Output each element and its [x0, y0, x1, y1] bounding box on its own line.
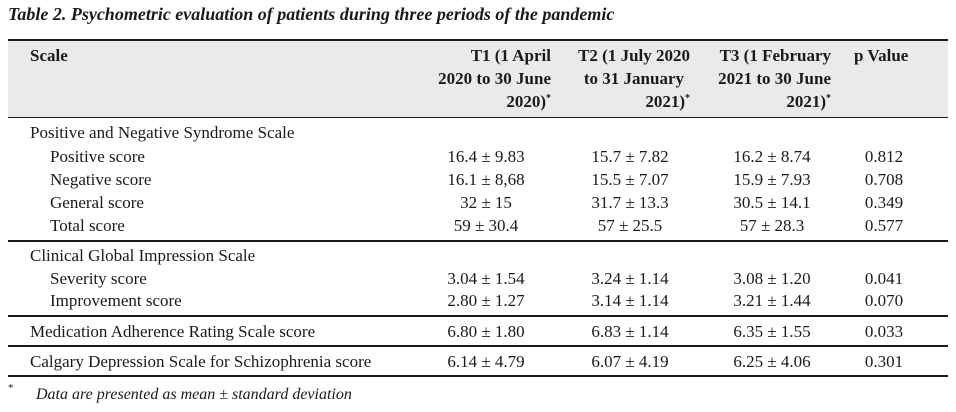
cell-t3: 15.9 ± 7.93: [733, 170, 811, 189]
cell-t2: 6.83 ± 1.14: [591, 322, 669, 341]
cell-pvalue: 0.301: [864, 352, 904, 371]
group-rule: [8, 240, 948, 242]
header-scale: Scale: [30, 46, 68, 65]
table-bottom-rule: [8, 375, 948, 377]
header-t1-line3: 2020)*: [506, 92, 551, 111]
cell-t2: 31.7 ± 13.3: [591, 193, 669, 212]
group-rule: [8, 345, 948, 347]
header-t3-line3: 2021)*: [786, 92, 831, 111]
cell-t3: 6.35 ± 1.55: [733, 322, 811, 341]
header-t1-line1: T1 (1 April: [470, 46, 551, 65]
cell-t3: 30.5 ± 14.1: [733, 193, 811, 212]
header-t2-line1: T2 (1 July 2020: [578, 46, 690, 65]
cell-pvalue: 0.033: [864, 322, 904, 341]
header-t1-line2: 2020 to 30 June: [438, 69, 551, 88]
psychometric-table: [8, 39, 948, 376]
cell-t3: 3.08 ± 1.20: [733, 269, 811, 288]
group-title-panss: Positive and Negative Syndrome Scale: [30, 123, 295, 142]
cell-pvalue: 0.041: [864, 269, 904, 288]
cell-pvalue: 0.708: [864, 170, 904, 189]
cell-t2: 3.24 ± 1.14: [591, 269, 669, 288]
cell-pvalue: 0.812: [864, 147, 904, 166]
row-label: Negative score: [50, 170, 152, 189]
row-label: Improvement score: [50, 291, 182, 310]
table-top-rule: [8, 39, 948, 41]
cell-pvalue: 0.070: [864, 291, 904, 310]
row-label: Severity score: [50, 269, 147, 288]
group-rule: [8, 315, 948, 317]
cell-t1: 59 ± 30.4: [453, 216, 519, 235]
table-caption: Table 2. Psychometric evaluation of patients during three periods of the pandemic: [8, 4, 615, 24]
row-label: Medication Adherence Rating Scale score: [30, 322, 316, 341]
row-label: Calgary Depression Scale for Schizophrenia score: [30, 352, 372, 371]
cell-t1: 3.04 ± 1.54: [447, 269, 525, 288]
cell-t2: 6.07 ± 4.19: [591, 352, 669, 371]
cell-t3: 6.25 ± 4.06: [733, 352, 811, 371]
header-t3-line2: 2021 to 30 June: [718, 69, 831, 88]
cell-t1: 32 ± 15: [460, 193, 512, 212]
row-label: General score: [50, 193, 144, 212]
cell-pvalue: 0.577: [864, 216, 904, 235]
cell-t1: 16.1 ± 8,68: [447, 170, 525, 189]
row-label: Positive score: [50, 147, 145, 166]
cell-t1: 6.80 ± 1.80: [447, 322, 525, 341]
row-label: Total score: [50, 216, 125, 235]
header-t2-line2: to 31 January: [583, 69, 684, 88]
footnote-marker: *: [8, 382, 14, 394]
cell-t2: 15.5 ± 7.07: [591, 170, 669, 189]
cell-t2: 57 ± 25.5: [597, 216, 663, 235]
cell-t3: 3.21 ± 1.44: [733, 291, 811, 310]
cell-t1: 2.80 ± 1.27: [447, 291, 525, 310]
header-t2-line3: 2021)*: [645, 92, 690, 111]
cell-t1: 16.4 ± 9.83: [447, 147, 525, 166]
cell-t3: 57 ± 28.3: [739, 216, 805, 235]
cell-pvalue: 0.349: [864, 193, 904, 212]
cell-t1: 6.14 ± 4.79: [447, 352, 525, 371]
cell-t3: 16.2 ± 8.74: [733, 147, 811, 166]
cell-t2: 15.7 ± 7.82: [591, 147, 669, 166]
header-pvalue: p Value: [854, 46, 909, 65]
header-t3-line1: T3 (1 February: [719, 46, 831, 65]
footnote-text: Data are presented as mean ± standard deviation: [36, 386, 352, 403]
group-title-cgi: Clinical Global Impression Scale: [30, 246, 256, 265]
header-bottom-rule: [8, 117, 948, 118]
cell-t2: 3.14 ± 1.14: [591, 291, 669, 310]
